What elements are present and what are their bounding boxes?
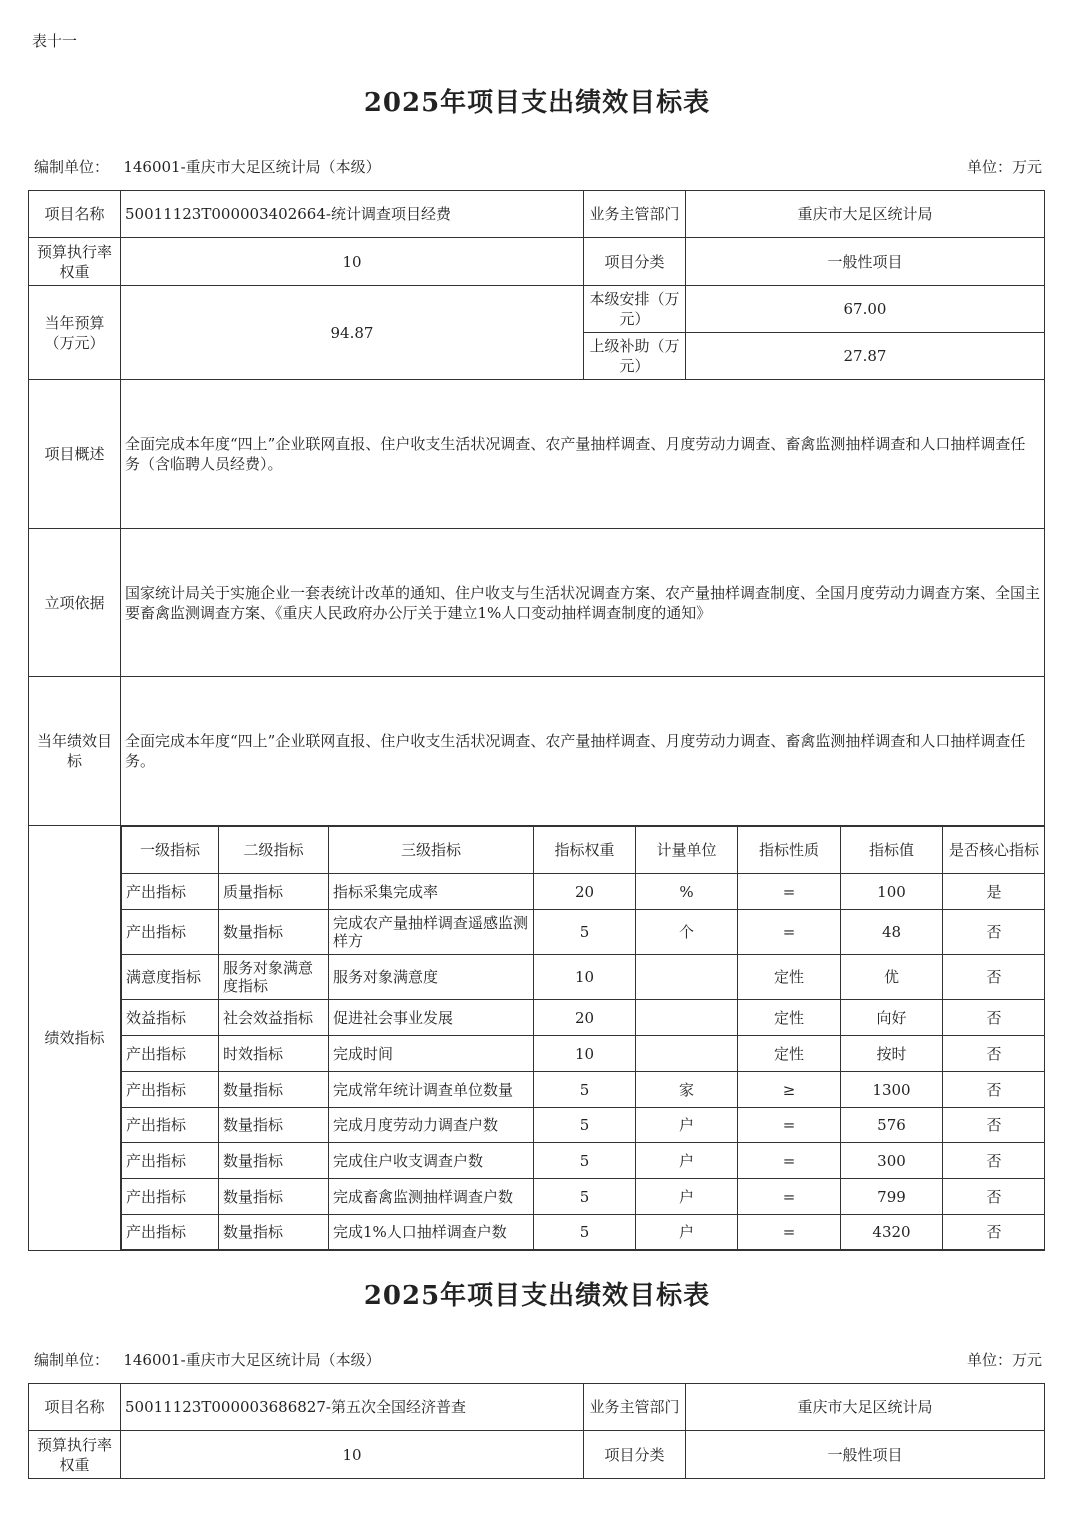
indicator-cell: 优	[841, 955, 943, 1000]
unit-label-2: 单位：万元	[966, 1351, 1042, 1369]
indicator-cell: 产出指标	[122, 1179, 219, 1215]
indicator-cell: 产出指标	[122, 1143, 219, 1179]
indicator-header-cell: 二级指标	[219, 827, 329, 874]
indicator-cell: 5	[534, 1215, 636, 1250]
indicator-cell: 10	[534, 955, 636, 1000]
indicator-row	[122, 910, 1045, 955]
indicator-cell: 产出指标	[122, 910, 219, 955]
indicator-row	[122, 1215, 1045, 1250]
indicator-cell: =	[738, 1179, 841, 1215]
indicator-cell: 数量指标	[219, 1072, 329, 1108]
indicator-cell: 完成农产量抽样调查遥感监测样方	[329, 910, 534, 955]
indicator-header-cell: 指标性质	[738, 827, 841, 874]
indicator-cell: 促进社会事业发展	[329, 1000, 534, 1036]
dept-label-2: 业务主管部门	[584, 1384, 686, 1431]
indicator-cell: 定性	[738, 955, 841, 1000]
indicator-cell: 户	[636, 1108, 738, 1143]
indicator-cell: 799	[841, 1179, 943, 1215]
indicator-cell: =	[738, 1215, 841, 1250]
indicator-cell: 否	[943, 955, 1045, 1000]
indicator-cell: 48	[841, 910, 943, 955]
indicator-header-cell: 指标值	[841, 827, 943, 874]
indicator-cell: 数量指标	[219, 1215, 329, 1250]
overview-text: 全面完成本年度“四上”企业联网直报、住户收支生活状况调查、农产量抽样调查、月度劳动力调查、畜禽监测抽样调查和人口抽样调查任务（含临聘人员经费）。	[121, 380, 1045, 529]
upper-label: 上级补助（万元）	[584, 333, 686, 380]
upper-value: 27.87	[686, 333, 1045, 380]
indicator-cell: 1300	[841, 1072, 943, 1108]
local-label: 本级安排（万元）	[584, 286, 686, 333]
indicator-cell: 指标采集完成率	[329, 874, 534, 910]
indicator-cell: 户	[636, 1179, 738, 1215]
indicator-cell: =	[738, 1143, 841, 1179]
indicator-cell: 个	[636, 910, 738, 955]
project-name-value: 50011123T000003402664-统计调查项目经费	[121, 191, 584, 238]
basis-text: 国家统计局关于实施企业一套表统计改革的通知、住户收支与生活状况调查方案、农产量抽样调查制度、全国月度劳动力调查方案、全国主要畜禽监测调查方案、《重庆人民政府办公厅关于建立1%人口变动抽样调查制度的通知》	[121, 529, 1045, 677]
indicator-cell: 否	[943, 1036, 1045, 1072]
indicator-cell: 否	[943, 910, 1045, 955]
indicator-cell: 产出指标	[122, 874, 219, 910]
indicator-cell: 完成住户收支调查户数	[329, 1143, 534, 1179]
indicator-cell: =	[738, 910, 841, 955]
indicator-cell: 5	[534, 1072, 636, 1108]
indicator-cell	[121, 826, 1045, 1251]
overview-label: 项目概述	[29, 380, 121, 529]
indicator-cell: 数量指标	[219, 1143, 329, 1179]
indicator-cell: 按时	[841, 1036, 943, 1072]
dept-label: 业务主管部门	[584, 191, 686, 238]
indicator-row	[122, 1000, 1045, 1036]
local-value: 67.00	[686, 286, 1045, 333]
category-value: 一般性项目	[686, 238, 1045, 286]
indicator-table	[121, 826, 1045, 1250]
org-unit-row	[34, 156, 1042, 177]
indicator-cell: ≥	[738, 1072, 841, 1108]
org-value-2: 146001-重庆市大足区统计局（本级）	[123, 1351, 381, 1369]
indicator-row	[122, 1072, 1045, 1108]
indicator-cell: 完成月度劳动力调查户数	[329, 1108, 534, 1143]
page-tag: 表十一	[32, 32, 78, 50]
indicator-cell: 定性	[738, 1000, 841, 1036]
indicator-row	[122, 1143, 1045, 1179]
indicator-header-cell: 一级指标	[122, 827, 219, 874]
indicator-header-cell: 计量单位	[636, 827, 738, 874]
indicator-cell: 否	[943, 1143, 1045, 1179]
indicator-cell: 完成1%人口抽样调查户数	[329, 1215, 534, 1250]
org-unit-row-2	[34, 1349, 1042, 1370]
indicator-cell: 产出指标	[122, 1036, 219, 1072]
indicator-cell: 20	[534, 1000, 636, 1036]
indicator-cell: 5	[534, 1179, 636, 1215]
indicator-cell: 户	[636, 1143, 738, 1179]
indicator-cell: 完成时间	[329, 1036, 534, 1072]
indicator-cell: 产出指标	[122, 1215, 219, 1250]
indicator-cell: %	[636, 874, 738, 910]
indicator-cell: 否	[943, 1215, 1045, 1250]
indicator-cell: 产出指标	[122, 1108, 219, 1143]
indicator-header-row	[122, 827, 1045, 874]
indicator-cell: 效益指标	[122, 1000, 219, 1036]
indicator-cell: 否	[943, 1072, 1045, 1108]
weight-label: 预算执行率权重	[29, 238, 121, 286]
indicator-cell: 5	[534, 910, 636, 955]
indicator-cell: =	[738, 1108, 841, 1143]
org-value: 146001-重庆市大足区统计局（本级）	[123, 158, 381, 176]
indicator-cell: 时效指标	[219, 1036, 329, 1072]
weight-value: 10	[121, 238, 584, 286]
indicator-cell: 5	[534, 1143, 636, 1179]
org-label: 编制单位：	[34, 158, 110, 176]
project-name-value-2: 50011123T000003686827-第五次全国经济普查	[121, 1384, 584, 1431]
project-name-label: 项目名称	[29, 191, 121, 238]
indicator-cell: 100	[841, 874, 943, 910]
indicator-cell: 数量指标	[219, 1108, 329, 1143]
page-title-2: 2025年项目支出绩效目标表	[363, 1281, 711, 1311]
unit-label: 单位：万元	[966, 158, 1042, 176]
goal-text: 全面完成本年度“四上”企业联网直报、住户收支生活状况调查、农产量抽样调查、月度劳动力调查、畜禽监测抽样调查和人口抽样调查任务。	[121, 677, 1045, 826]
indicator-cell: 5	[534, 1108, 636, 1143]
indicator-cell: =	[738, 874, 841, 910]
indicator-cell: 10	[534, 1036, 636, 1072]
indicator-row	[122, 1036, 1045, 1072]
basis-label: 立项依据	[29, 529, 121, 677]
budget-label: 当年预算（万元）	[29, 286, 121, 380]
performance-table-2	[28, 1383, 1045, 1479]
indicator-cell: 户	[636, 1215, 738, 1250]
indicator-cell	[636, 955, 738, 1000]
goal-label: 当年绩效目标	[29, 677, 121, 826]
page-title: 2025年项目支出绩效目标表	[363, 88, 711, 118]
indicator-cell: 否	[943, 1179, 1045, 1215]
project-name-label-2: 项目名称	[29, 1384, 121, 1431]
budget-value: 94.87	[121, 286, 584, 380]
indicator-cell: 300	[841, 1143, 943, 1179]
category-label: 项目分类	[584, 238, 686, 286]
indicator-row	[122, 1108, 1045, 1143]
indicator-cell: 数量指标	[219, 1179, 329, 1215]
indicator-cell: 家	[636, 1072, 738, 1108]
indicator-cell: 20	[534, 874, 636, 910]
weight-label-2: 预算执行率权重	[29, 1431, 121, 1479]
org-label-2: 编制单位：	[34, 1351, 110, 1369]
indicator-row	[122, 874, 1045, 910]
indicator-cell: 576	[841, 1108, 943, 1143]
indicator-label: 绩效指标	[29, 826, 121, 1251]
category-label-2: 项目分类	[584, 1431, 686, 1479]
indicator-cell: 社会效益指标	[219, 1000, 329, 1036]
indicator-row	[122, 955, 1045, 1000]
indicator-cell: 向好	[841, 1000, 943, 1036]
indicator-cell: 定性	[738, 1036, 841, 1072]
indicator-cell: 服务对象满意度指标	[219, 955, 329, 1000]
indicator-cell	[636, 1036, 738, 1072]
weight-value-2: 10	[121, 1431, 584, 1479]
indicator-cell: 完成常年统计调查单位数量	[329, 1072, 534, 1108]
indicator-cell: 数量指标	[219, 910, 329, 955]
indicator-cell: 4320	[841, 1215, 943, 1250]
indicator-header-cell: 三级指标	[329, 827, 534, 874]
indicator-header-cell: 指标权重	[534, 827, 636, 874]
category-value-2: 一般性项目	[686, 1431, 1045, 1479]
dept-value: 重庆市大足区统计局	[686, 191, 1045, 238]
indicator-cell: 是	[943, 874, 1045, 910]
indicator-cell: 完成畜禽监测抽样调查户数	[329, 1179, 534, 1215]
dept-value-2: 重庆市大足区统计局	[686, 1384, 1045, 1431]
indicator-row	[122, 1179, 1045, 1215]
indicator-cell: 质量指标	[219, 874, 329, 910]
indicator-cell: 服务对象满意度	[329, 955, 534, 1000]
performance-table	[28, 190, 1045, 1251]
indicator-cell: 否	[943, 1108, 1045, 1143]
indicator-cell: 满意度指标	[122, 955, 219, 1000]
indicator-cell: 否	[943, 1000, 1045, 1036]
indicator-cell: 产出指标	[122, 1072, 219, 1108]
indicator-header-cell: 是否核心指标	[943, 827, 1045, 874]
indicator-cell	[636, 1000, 738, 1036]
